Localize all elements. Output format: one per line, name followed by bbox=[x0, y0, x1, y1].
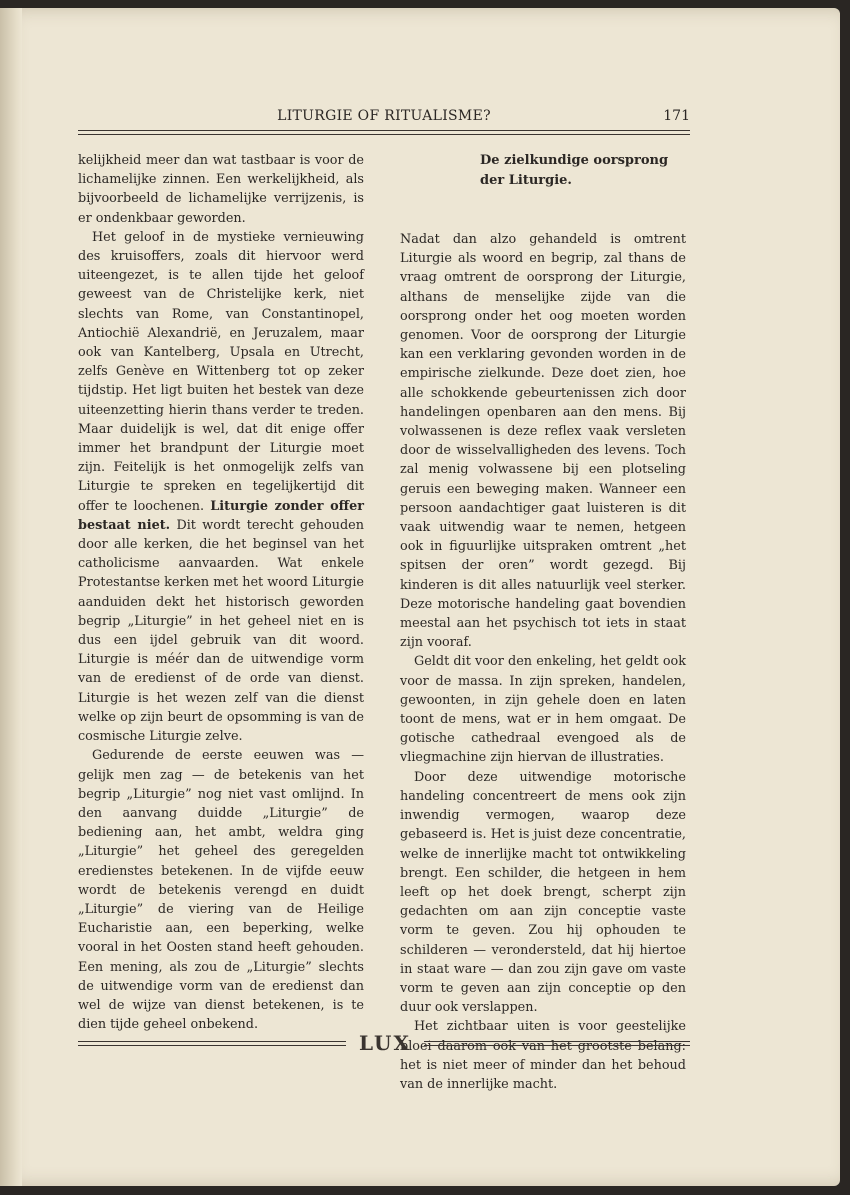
left-paragraph-2 bbox=[78, 228, 364, 746]
section-heading: De zielkundige oorsprong der Liturgie. bbox=[480, 153, 669, 188]
left-paragraph-2-text-b: Dit wordt terecht gehouden door alle kerken, die het beginsel van het catholicisme aanvaarden. Wat enkele Protestantse kerken met het woord Liturgie aanduiden dekt het historisch geworden begrip „Liturgie” in het geheel niet en is dus een ijdel gebruik van dit woord. Liturgie is méér dan de uitwendige vorm van de eredienst of de orde van dienst. Liturgie is het wezen zelf van die dienst welke op zijn beurt de opsomming is van de cosmische Liturgie zelve. bbox=[78, 517, 365, 745]
page bbox=[0, 8, 840, 1186]
emphasis-liturgie-zonder-offer: Liturgie zonder offer bestaat niet. bbox=[78, 498, 364, 533]
book-spine bbox=[0, 8, 22, 1186]
page-number: 171 bbox=[663, 108, 690, 124]
heading-spacer bbox=[400, 190, 686, 230]
running-header bbox=[78, 108, 690, 130]
footer-rule-right bbox=[424, 1041, 690, 1046]
lux-logo: LUX bbox=[359, 1031, 411, 1055]
footer bbox=[78, 1031, 690, 1055]
right-paragraph-4: Het zichtbaar uiten is voor geestelijke bloei daarom ook van het grootste belang: het is niet meer of minder dan het behoud van de innerlijke macht. bbox=[400, 1019, 686, 1092]
header-title: LITURGIE OF RITUALISME? bbox=[277, 108, 491, 124]
left-paragraph-3: Gedurende de eerste eeuwen was — gelijk men zag — de betekenis van het begrip „Liturgie” nog niet vast omlijnd. In den aanvang duidde „Liturgie” de bediening aan, het ambt, weldra ging „Liturgie” het geheel des geregelden eredienstes betekenen. In de vijfde eeuw wordt de betekenis verengd en duidt „Liturgie” de viering van de Heilige Eucharistie aan, een beperking, welke vooral in het Oosten stand heeft gehouden. Een mening, als zou de „Liturgie” slechts de uitwendige vorm van de eredienst dan wel de wijze van dienst betekenen, is te dien tijde geheel onbekend. bbox=[78, 748, 364, 1033]
right-column bbox=[400, 151, 686, 1094]
left-paragraph-1: kelijkheid meer dan wat tastbaar is voor de lichamelijke zinnen. Een werkelijkheid, als bijvoorbeeld de lichamelijke verrijzenis, is er ondenkbaar geworden. bbox=[78, 153, 364, 226]
right-paragraph-2: Geldt dit voor den enkeling, het geldt ook voor de massa. In zijn spreken, handelen, gewoonten, in zijn gehele doen en laten toont de mens, wat er in hem omgaat. De gotische cathedraal evengoed als de vliegmachine zijn hiervan de illustraties. bbox=[400, 654, 686, 766]
left-paragraph-2-text-a: Het geloof in de mystieke vernieuwing des kruisoffers, zoals dit hiervoor werd uiteengezet, is te allen tijde het geloof geweest van de Christelijke kerk, niet slechts van Rome, van Constantinopel, Antiochië Alexandrië, en Jeruzalem, maar ook van Kantelberg, Upsala en Utrecht, zelfs Genève en Wittenberg tot op zeker tijdstip. Het ligt buiten het bestek van deze uiteenzetting hierin thans verder te treden. Maar duidelijk is wel, dat dit enige offer immer het brandpunt der Liturgie moet zijn. Feitelijk is het onmogelijk zelfs van Liturgie te spreken en tegelijkertijd dit offer te loochenen. bbox=[78, 229, 364, 514]
footer-rule-left bbox=[78, 1041, 346, 1046]
header-rule bbox=[78, 130, 690, 135]
right-paragraph-3: Door deze uitwendige motorische handeling concentreert de mens ook zijn inwendig vermogen, waarop deze gebaseerd is. Het is juist deze concentratie, welke de innerlijke macht tot ontwikkeling brengt. Een schilder, die hetgeen in hem leeft op het doek brengt, scherpt zijn gedachten om aan zijn conceptie vaste vorm te geven. Zou hij ophouden te schilderen — verondersteld, dat hij hiertoe in staat ware — dan zou zijn gave om vaste vorm te geven aan zijn conceptie op den duur ook verslappen. bbox=[400, 769, 686, 1016]
right-paragraph-1: Nadat dan alzo gehandeld is omtrent Liturgie als woord en begrip, zal thans de vraag omtrent de oorsprong der Liturgie, althans de menselijke zijde van die oorsprong onder het oog moeten worden genomen. Voor de oorsprong der Liturgie kan een verklaring gevonden worden in de empirische zielkunde. Deze doet zien, hoe alle schokkende gebeurtenissen zich door handelingen openbaren aan den mens. Bij volwassenen is deze reflex vaak versleten door de wisselvalligheden des levens. Toch zal menig volwassene bij een plotseling geruis een beweging maken. Wanneer een persoon aandachtiger gaat luisteren is dit vaak uitwendig waar te nemen, hetgeen ook in figuurlijke uitspraken omtrent „het spitsen der oren” wordt gezegd. Bij kinderen is dit alles natuurlijk veel sterker. Deze motorische handeling gaat bovendien meestal aan het psychisch tot iets in staat zijn vooraf. bbox=[400, 232, 686, 651]
left-column bbox=[78, 151, 364, 1034]
